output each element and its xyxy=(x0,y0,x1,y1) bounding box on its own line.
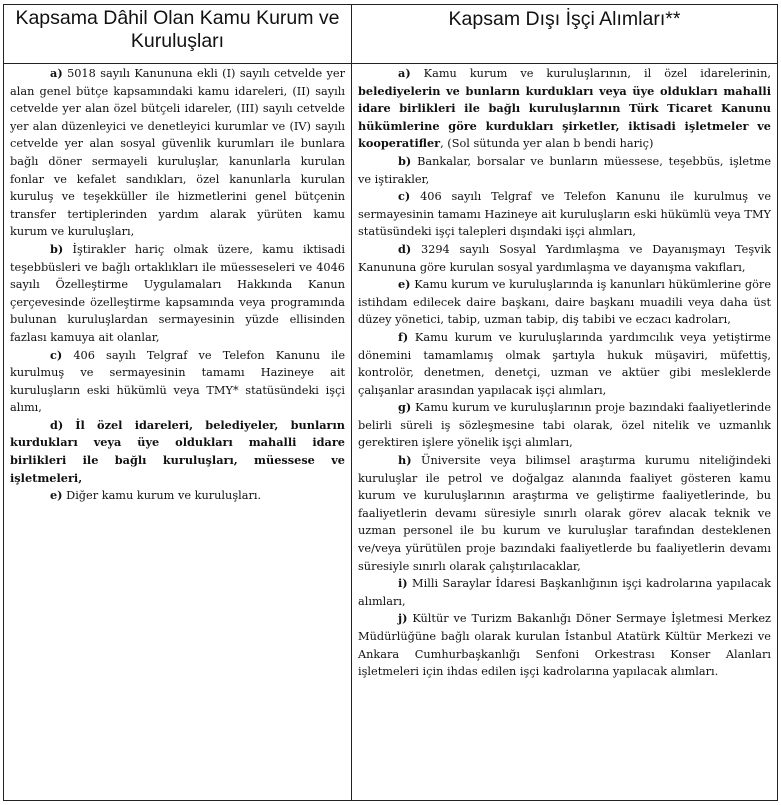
item-text: Kültür ve Turizm Bakanlığı Döner Sermaye İşletmesi Merkez Müdürlüğüne bağlı olarak kurulan İstanbul Atatürk Kültür Merkezi ve Ankara Cumhurbaşkanlığı Senfoni Orkestrası Konser Alanları işletmeleri için ihdas edilen işçi kadrolarına yapılacak alımları. xyxy=(358,612,772,679)
right-item-f xyxy=(358,329,771,399)
right-item-j xyxy=(358,610,771,680)
left-item-a xyxy=(10,65,345,241)
item-text: 406 sayılı Telgraf ve Telefon Kanunu ile kurulmuş ve sermayesinin tamamı Hazineye ait kuruluşların eski hükümlü veya TMY statüsündeki işçi talepleri dışındaki işçi alımları, xyxy=(358,190,772,239)
header-excluded-hiring: Kapsam Dışı İşçi Alımları** xyxy=(352,5,778,64)
scope-table xyxy=(3,4,778,801)
right-item-a xyxy=(358,65,771,153)
item-label: a) xyxy=(50,66,63,80)
item-text: Kamu kurum ve kuruluşlarının proje bazındaki faaliyetlerinde belirli süreli iş sözleşmesine tabi olarak, özel nitelik ve uzmanlık gerektiren işlere yönelik işçi alımları, xyxy=(358,401,772,450)
item-label: a) xyxy=(398,66,411,80)
item-label: d) xyxy=(50,417,64,432)
item-label: c) xyxy=(50,347,63,362)
right-item-e xyxy=(358,276,771,329)
left-item-d xyxy=(10,417,345,487)
item-label: e) xyxy=(398,277,411,292)
item-text: İl özel idareleri, belediyeler, bunların kurdukları veya üye oldukları mahalli idare birlikleri ile bağlı kuruluşları, müessese ve işletmeleri, xyxy=(10,417,346,485)
right-item-h xyxy=(358,452,771,575)
item-text: Kamu kurum ve kuruluşlarında iş kanunları hükümlerine göre istihdam edilecek daire başkanı, daire başkanı muadili veya daha üst düzey yönetici, tabip, uzman tabip, diş tabibi ve eczacı kadroları, xyxy=(358,278,772,327)
item-text: 3294 sayılı Sosyal Yardımlaşma ve Dayanışmayı Teşvik Kanununa göre kurulan sosyal yardımlaşma ve dayanışma vakıfları, xyxy=(358,242,771,274)
left-column xyxy=(4,64,352,801)
header-included-institutions: Kapsama Dâhil Olan Kamu Kurum ve Kuruluşları xyxy=(4,5,352,64)
left-item-b xyxy=(10,241,345,347)
item-label: f) xyxy=(398,329,409,344)
right-item-b xyxy=(358,153,771,188)
item-text: 406 sayılı Telgraf ve Telefon Kanunu ile kurulmuş ve sermayesinin tamamı Hazineye ait kuruluşların eski hükümlü veya TMY* statüsündeki işçi alımı, xyxy=(10,348,346,415)
item-label: i) xyxy=(398,576,408,591)
right-item-i xyxy=(358,575,771,610)
item-label: c) xyxy=(398,189,411,204)
item-text: , (Sol sütunda yer alan b bendi hariç) xyxy=(440,137,654,151)
item-label: g) xyxy=(398,400,412,415)
item-text: Bankalar, borsalar ve bunların müessese, teşebbüs, işletme ve iştirakler, xyxy=(358,154,772,186)
right-item-g xyxy=(358,399,771,452)
item-text: Üniversite veya bilimsel araştırma kurumu niteliğindeki kuruluşlar ile petrol ve doğalgaz alanında faaliyet gösteren kamu kurum ve kuruluşlarının araştırma ve geliştirme faaliyetlerinde, bu faaliyetlerin devamı süresiyle sınırlı olarak görev alacak teknik ve uzman personel ile bu kurum ve kuruluşlar tarafından desteklenen ve/veya yürütülen proje bazındaki faaliyetlerde bu faaliyetlerin devamı süresiyle sınırlı olarak çalıştırılacaklar, xyxy=(358,454,771,573)
item-text: Diğer kamu kurum ve kuruluşları. xyxy=(66,489,262,503)
item-label: b) xyxy=(50,241,64,256)
left-item-e xyxy=(10,487,345,505)
table-header-row xyxy=(4,5,778,64)
left-item-c xyxy=(10,347,345,417)
table-body-row xyxy=(4,64,778,801)
item-label: e) xyxy=(50,488,63,503)
item-text: Kamu kurum ve kuruluşlarında yardımcılık veya yetiştirme dönemini tamamlamış olmak şartıyla hukuk müşaviri, müfettiş, kontrolör, denetmen, denetçi, uzman ve aktüer gibi mesleklerde çalışanlar arasından yapılacak işçi alımları, xyxy=(358,330,771,397)
right-column xyxy=(352,64,778,801)
item-text: Kamu kurum ve kuruluşlarının, il özel idarelerinin, xyxy=(423,67,771,80)
item-label: h) xyxy=(398,453,412,468)
item-text: İştirakler hariç olmak üzere, kamu iktisadi teşebbüsleri ve bağlı ortaklıkları ile müesseseleri ve 4046 sayılı Özelleştirme Uygulamaları Hakkında Kanun çerçevesinde özelleştirme kapsamında veya programında bulunan kuruluşlardan sermayesinin yüzde ellisinden fazlası kamuya ait olanlar, xyxy=(10,242,345,344)
item-label: b) xyxy=(398,153,412,168)
item-text: 5018 sayılı Kanununa ekli (I) sayılı cetvelde yer alan genel bütçe kapsamındaki kamu idareleri, (II) sayılı cetvelde yer alan özel bütçeli idareler, (III) sayılı cetvelde yer alan düzenleyici ve denetleyici kurumlar ve (IV) sayılı cetvelde yer alan sosyal güvenlik kurumları ile bunlara bağlı döner sermayeli kuruluşlar, kanunlarla kurulan fonlar ve kefalet sandıkları, özel kanunlarla kurulan kuruluş ve teşekküller ile hizmetlerini genel bütçenin transfer tertiplerinden yardım alarak yürüten kamu kurum ve kuruluşları, xyxy=(10,67,345,239)
item-label: j) xyxy=(398,611,408,626)
item-text: Milli Saraylar İdaresi Başkanlığının işçi kadrolarına yapılacak alımları, xyxy=(358,577,772,608)
item-label: d) xyxy=(398,241,412,256)
item-text-bold: belediyelerin ve bunların kurdukları veya üye oldukları mahalli idare birlikleri ile bağlı kuruluşlarının Türk Ticaret Kanunu hükümlerine göre kurdukları şirketler, iktisadi işletmeler ve kooperatifler xyxy=(358,83,771,151)
right-item-c xyxy=(358,188,771,241)
right-item-d xyxy=(358,241,771,276)
